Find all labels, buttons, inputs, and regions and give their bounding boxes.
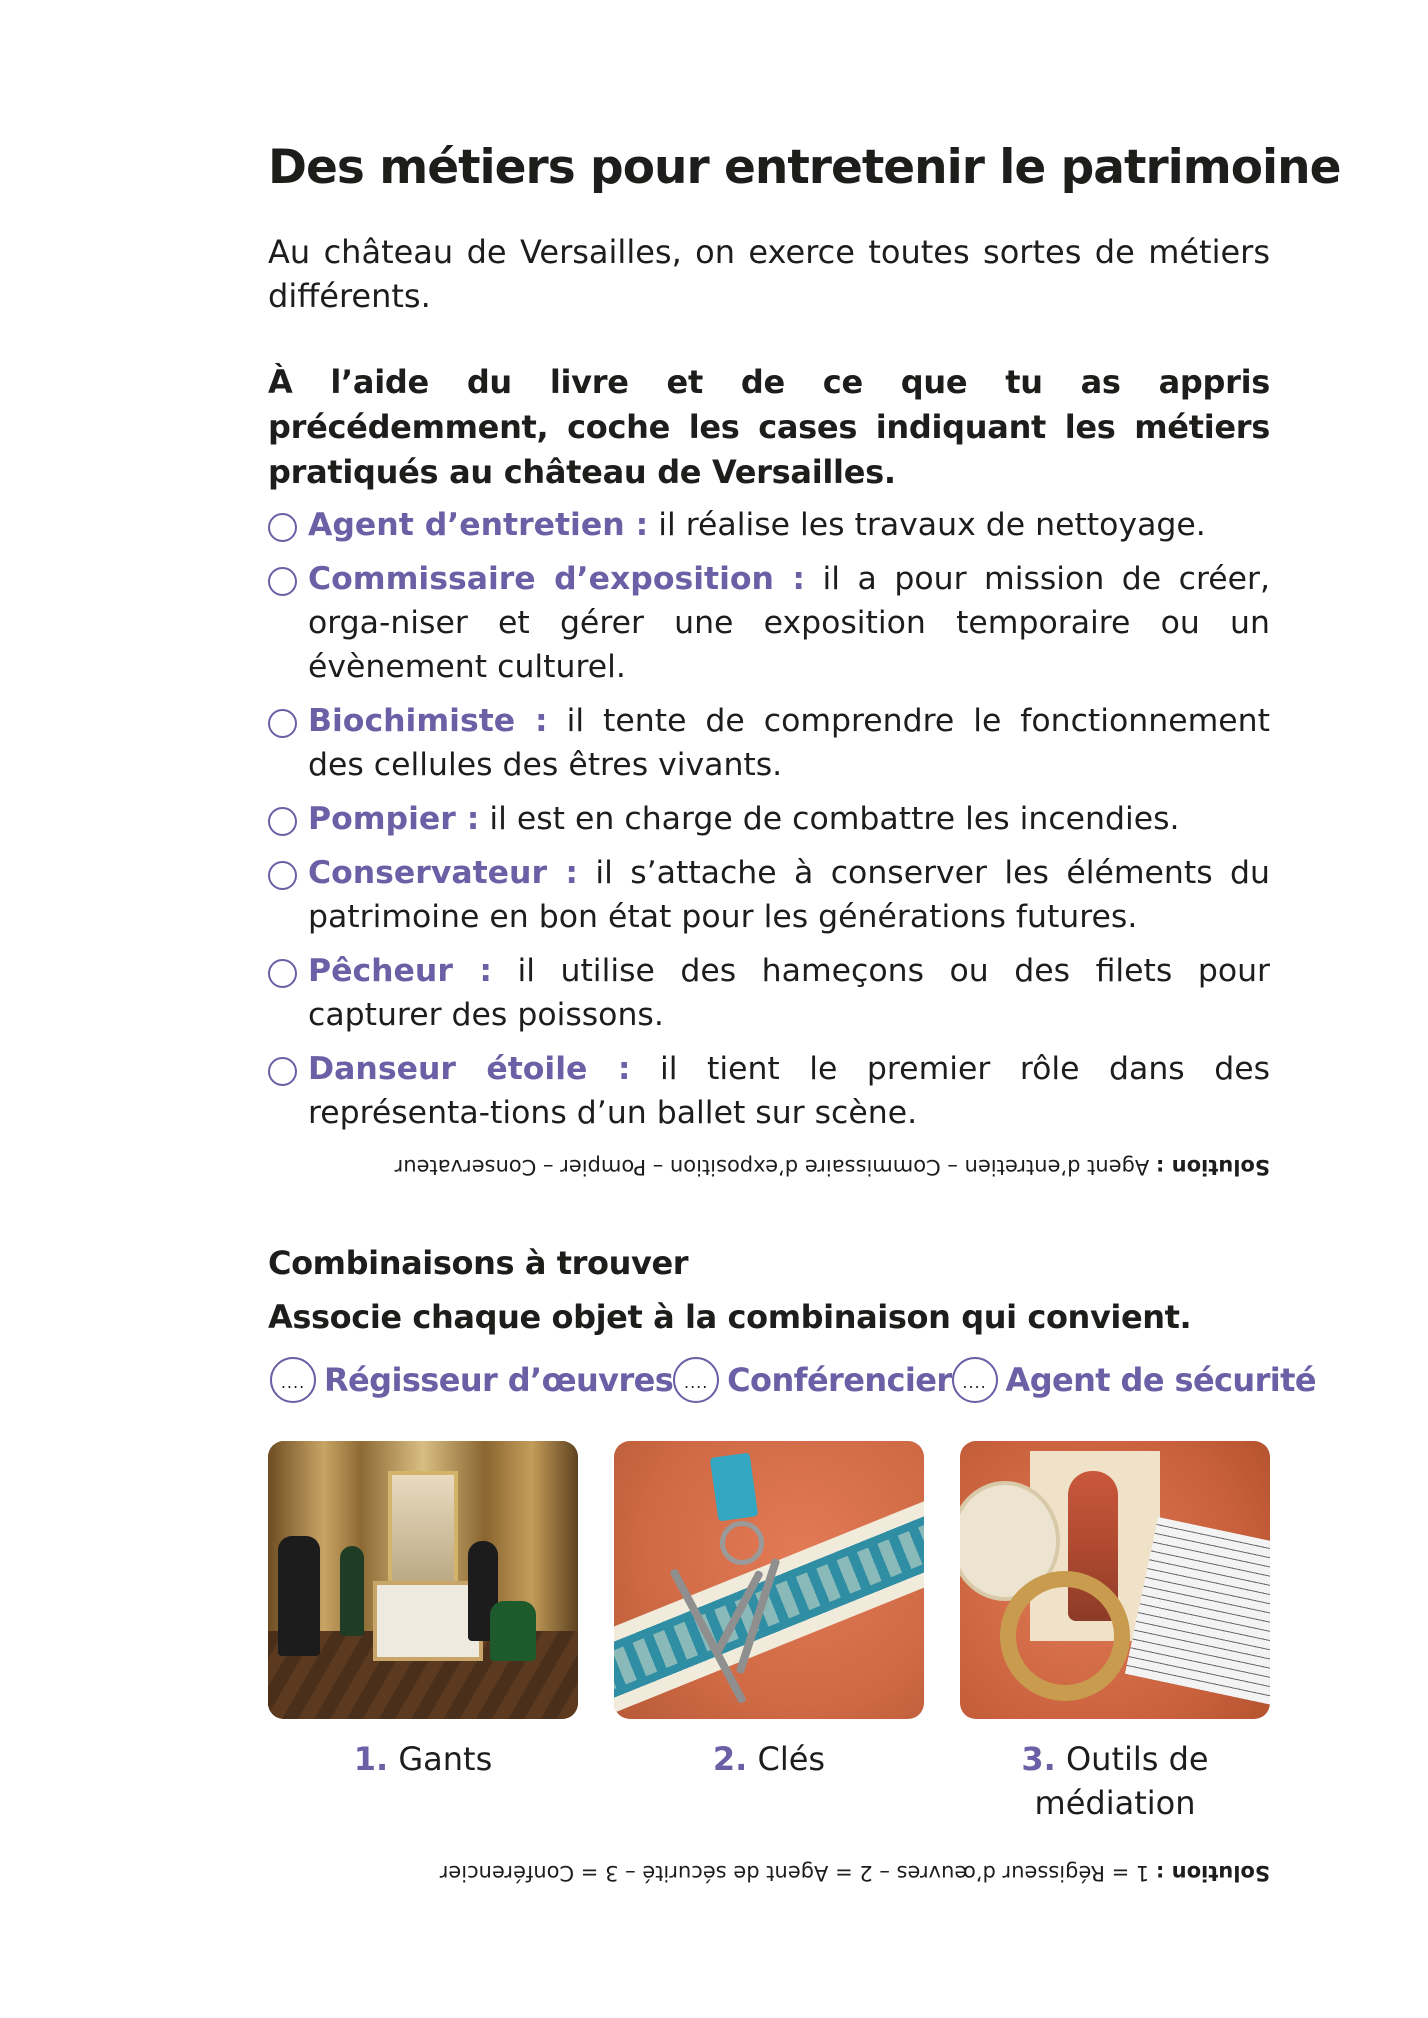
- photo-caption: [960, 1737, 1270, 1825]
- section-title: Combinaisons à trouver: [268, 1244, 689, 1282]
- solution-text: Agent d’entretien – Commissaire d’exposition – Pompier – Conservateur: [394, 1155, 1156, 1179]
- photo-caption: [614, 1737, 924, 1781]
- job-item: [268, 699, 1270, 787]
- solution-text: 1 = Régisseur d’œuvres – 2 = Agent de sécurité – 3 = Conférencier: [439, 1861, 1156, 1885]
- job-item: [268, 503, 1270, 547]
- intro-text: Au château de Versailles, on exerce toutes sortes de métiers différents.: [268, 233, 1270, 315]
- job-name: Commissaire d’exposition :: [308, 561, 806, 597]
- job-item: [268, 851, 1270, 939]
- caption-text: Gants: [388, 1740, 493, 1778]
- job-name: Pompier :: [308, 801, 480, 837]
- caption-number: 1.: [353, 1740, 389, 1778]
- combo-label: Conférencier: [727, 1361, 952, 1399]
- combo-item: [270, 1357, 673, 1403]
- radio-button[interactable]: [268, 959, 297, 988]
- job-name: Danseur étoile :: [308, 1051, 631, 1087]
- instruction-text: À l’aide du livre et de ce que tu as appris précédemment, coche les cases indiquant les métiers pratiqués au château de Versailles.: [268, 363, 1270, 491]
- solution-upside-down: [268, 1153, 1270, 1181]
- photos-row: [268, 1441, 1270, 1825]
- photo-card: [268, 1441, 578, 1825]
- job-name: Pêcheur :: [308, 953, 492, 989]
- photo-caption: [268, 1737, 578, 1781]
- job-name: Biochimiste :: [308, 703, 548, 739]
- solution-upside-down: [268, 1859, 1270, 1887]
- radio-button[interactable]: [268, 513, 297, 542]
- combo-label: Régisseur d’œuvres: [324, 1361, 674, 1399]
- solution-label: Solution :: [1155, 1155, 1270, 1179]
- radio-button[interactable]: [268, 861, 297, 890]
- page-title: Des métiers pour entretenir le patrimoine: [268, 140, 1341, 195]
- section-instruction: Associe chaque objet à la combinaison qui convient.: [268, 1298, 1192, 1336]
- photo-gloves-workers: [268, 1441, 578, 1719]
- photo-keys: [614, 1441, 924, 1719]
- caption-text: Clés: [747, 1740, 826, 1778]
- radio-button[interactable]: [268, 567, 297, 596]
- combo-item: [952, 1357, 1316, 1403]
- answer-blank[interactable]: ....: [270, 1357, 316, 1403]
- answer-blank[interactable]: ....: [673, 1357, 719, 1403]
- job-name: Conservateur :: [308, 855, 578, 891]
- photo-mediation-tools: [960, 1441, 1270, 1719]
- job-desc: il réalise les travaux de nettoyage.: [648, 507, 1206, 543]
- combo-label: Agent de sécurité: [1005, 1361, 1316, 1399]
- combo-item: [673, 1357, 951, 1403]
- content: [268, 140, 1341, 1887]
- radio-button[interactable]: [268, 709, 297, 738]
- combinations-row: [268, 1357, 1316, 1403]
- caption-text: Outils de médiation: [1034, 1740, 1209, 1822]
- radio-button[interactable]: [268, 1057, 297, 1086]
- photo-card: [960, 1441, 1270, 1825]
- caption-number: 3.: [1021, 1740, 1056, 1778]
- jobs-list: [268, 503, 1270, 1135]
- answer-blank[interactable]: ....: [952, 1357, 998, 1403]
- job-desc: il a pour mission de créer, orga-niser et gérer une exposition temporaire ou un évènement culturel.: [308, 561, 1270, 685]
- job-item: [268, 797, 1270, 841]
- job-desc: il est en charge de combattre les incendies.: [479, 801, 1180, 837]
- job-desc: il tente de comprendre le fonctionnement des cellules des êtres vivants.: [308, 703, 1270, 783]
- photo-card: [614, 1441, 924, 1825]
- radio-button[interactable]: [268, 807, 297, 836]
- job-item: [268, 949, 1270, 1037]
- job-item: [268, 1047, 1270, 1135]
- job-item: [268, 557, 1270, 689]
- job-desc: il s’attache à conserver les éléments du patrimoine en bon état pour les générations futures.: [308, 855, 1270, 935]
- job-desc: il tient le premier rôle dans des représenta-tions d’un ballet sur scène.: [308, 1051, 1270, 1131]
- job-name: Agent d’entretien :: [308, 507, 649, 543]
- job-desc: il utilise des hameçons ou des filets pour capturer des poissons.: [308, 953, 1271, 1033]
- caption-number: 2.: [712, 1740, 748, 1778]
- solution-label: Solution :: [1155, 1861, 1270, 1885]
